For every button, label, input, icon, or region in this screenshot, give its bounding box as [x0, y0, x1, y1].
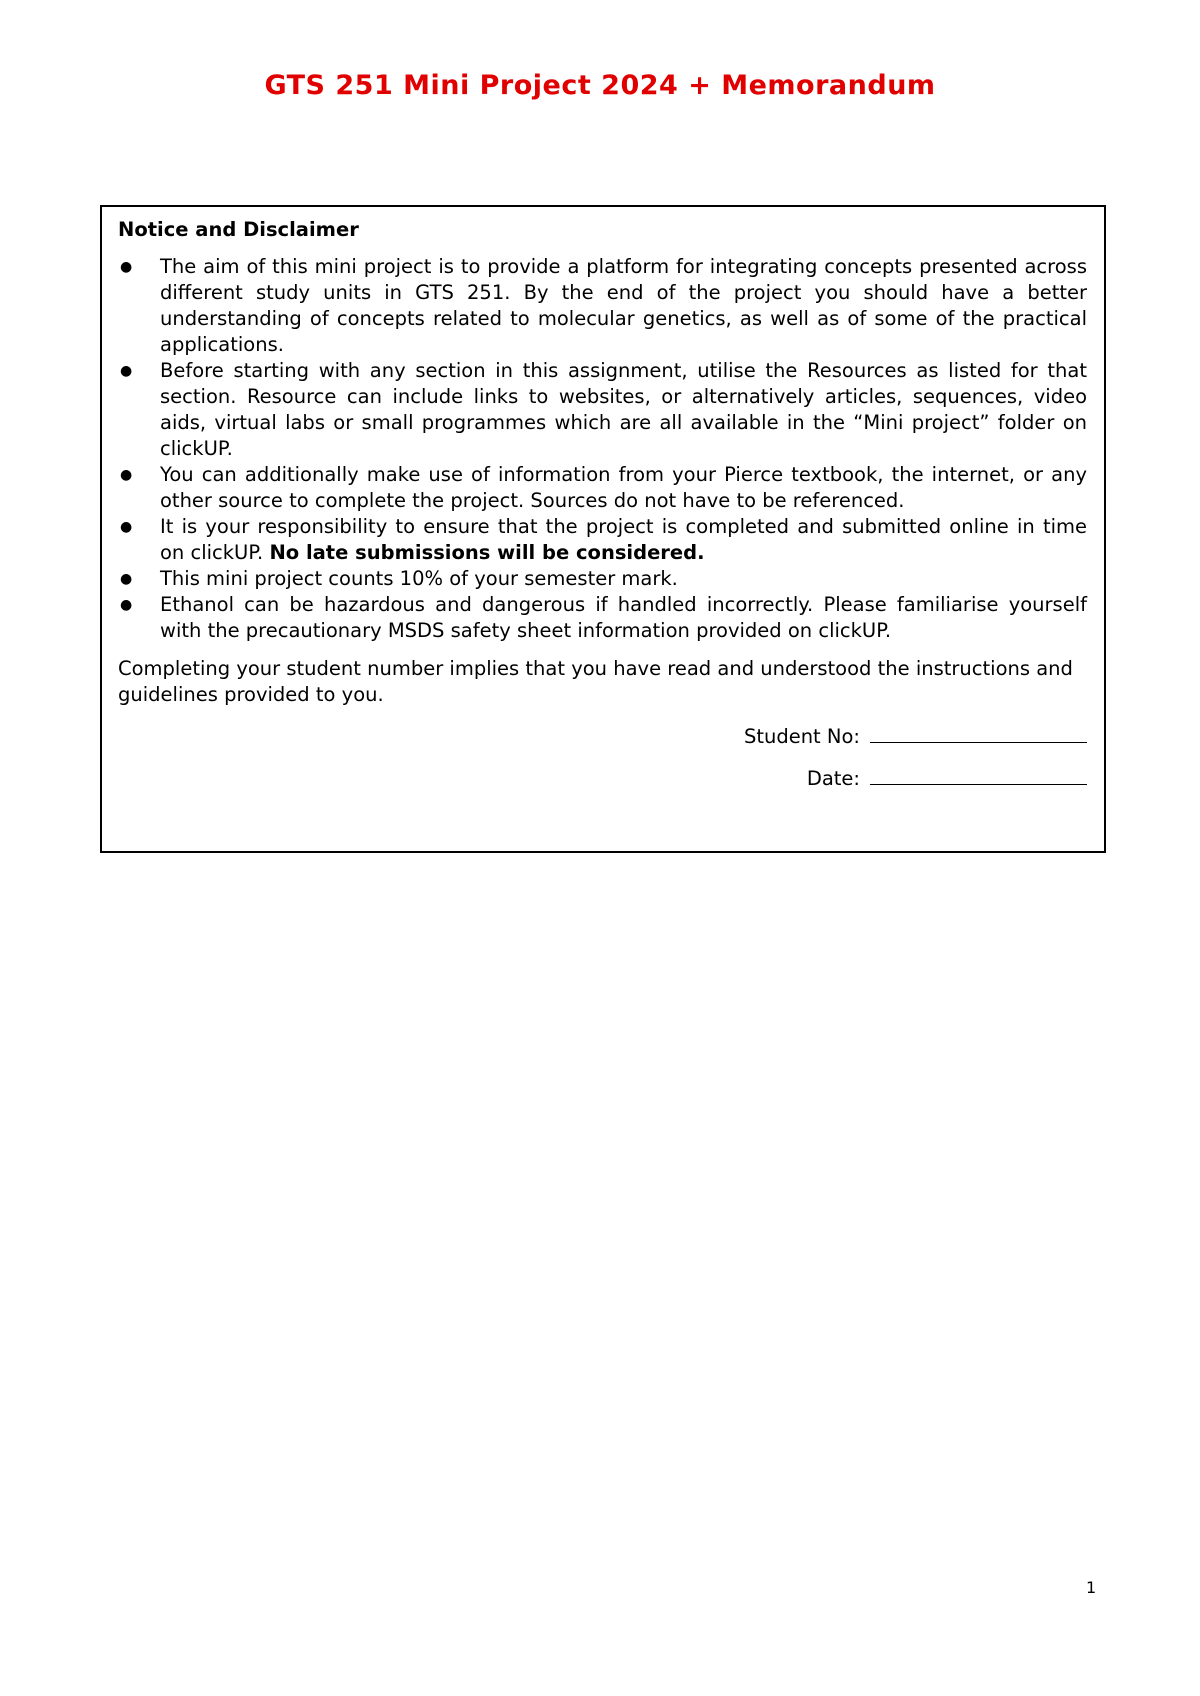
list-item: [118, 462, 1087, 514]
bullet-icon: ●: [120, 259, 133, 275]
notice-disclaimer-box: [100, 205, 1106, 853]
student-number-row: [118, 722, 1087, 764]
closing-statement: Completing your student number implies that you have read and understood the instructions and guidelines provided to you.: [118, 657, 1073, 706]
bullet-text: You can additionally make use of information from your Pierce textbook, the internet, or any other source to complete the project. Sources do not have to be referenced.: [160, 463, 1087, 512]
bullet-text: The aim of this mini project is to provide a platform for integrating concepts presented across different study units in GTS 251. By the end of the project you should have a better understanding of concepts related to molecular genetics, as well as of some of the practical applications.: [160, 255, 1087, 356]
late-submission-warning: No late submissions will be considered.: [269, 541, 705, 564]
date-row: [118, 764, 1087, 806]
date-field[interactable]: [870, 764, 1087, 785]
bullet-icon: ●: [120, 467, 133, 483]
list-item: [118, 358, 1087, 462]
bullet-icon: ●: [120, 363, 133, 379]
student-number-field[interactable]: [870, 722, 1087, 743]
bullet-text: Ethanol can be hazardous and dangerous if handled incorrectly. Please familiarise yourself with the precautionary MSDS safety sheet information provided on clickUP.: [160, 593, 1087, 642]
date-label: Date:: [806, 767, 860, 790]
document-title: GTS 251 Mini Project 2024 + Memorandum: [264, 70, 936, 101]
list-item: [118, 566, 1087, 592]
list-item: [118, 514, 1087, 566]
page-number: 1: [1086, 1578, 1097, 1597]
list-item: [118, 592, 1087, 644]
student-number-label: Student No:: [743, 725, 860, 748]
notice-heading: Notice and Disclaimer: [118, 218, 359, 241]
bullet-text: This mini project counts 10% of your semester mark.: [160, 567, 678, 590]
bullet-text: It is your responsibility to ensure that the project is completed and submitted online in time on clickUP.: [160, 515, 1087, 564]
bullet-text: Before starting with any section in this assignment, utilise the Resources as listed for that section. Resource can include links to websites, or alternatively articles, sequences, video aids, virtual labs or small programmes which are all available in the “Mini project” folder on clickUP.: [160, 359, 1087, 460]
bullet-icon: ●: [120, 597, 133, 613]
notice-bullet-list: [118, 254, 1087, 644]
list-item: [118, 254, 1087, 358]
bullet-icon: ●: [120, 571, 133, 587]
bullet-icon: ●: [120, 519, 133, 535]
